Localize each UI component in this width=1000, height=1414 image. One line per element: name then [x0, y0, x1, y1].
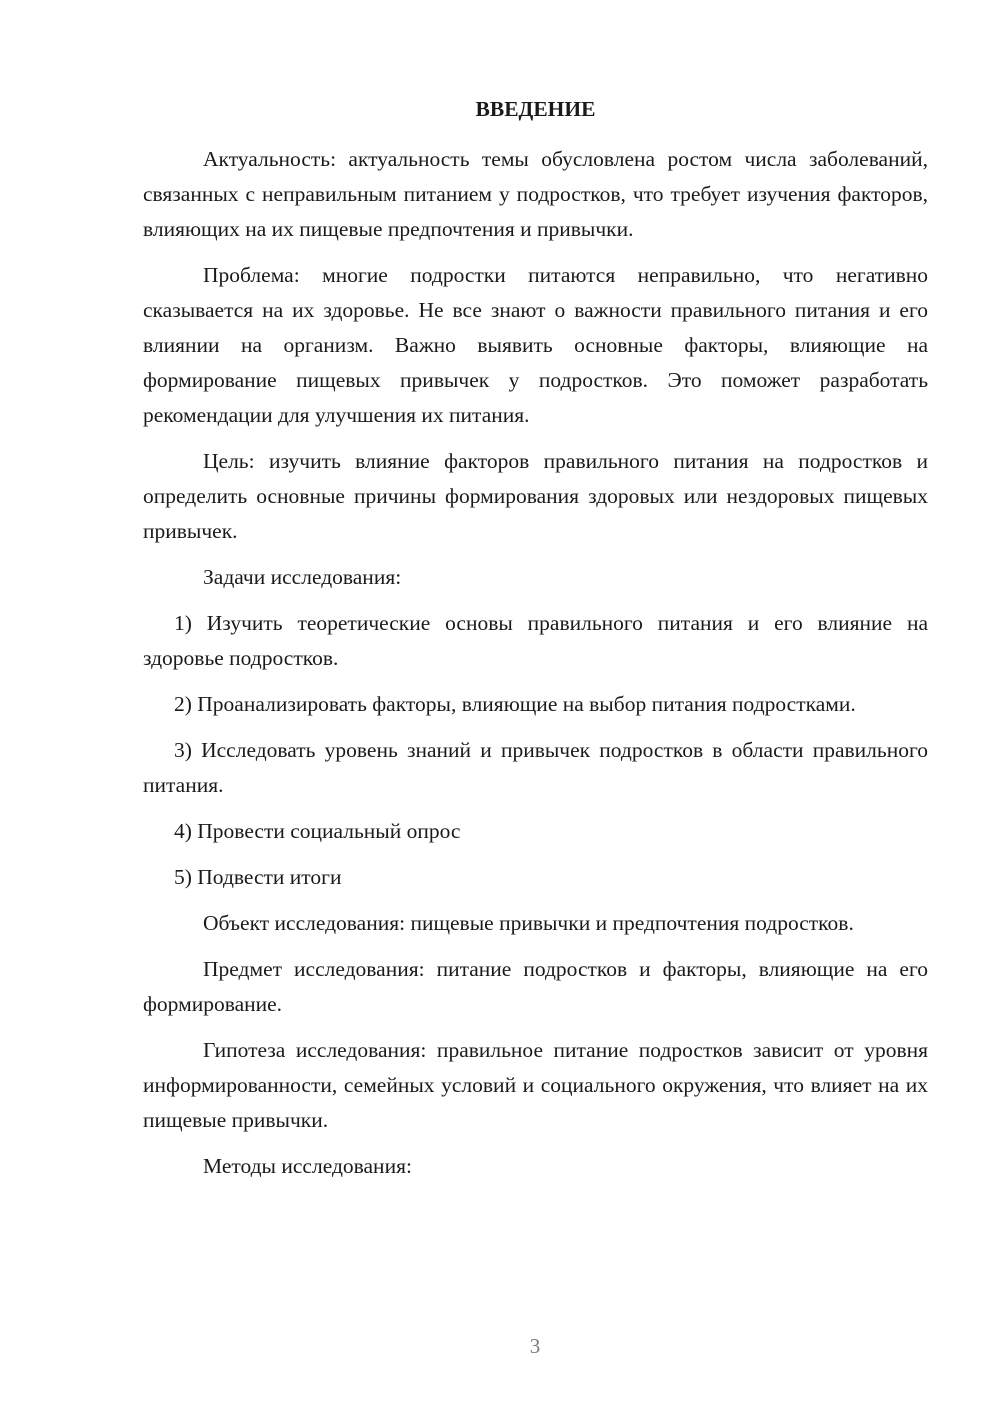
object-paragraph: Объект исследования: пищевые привычки и предпочтения подростков. — [203, 911, 854, 935]
task-item-5: 5) Подвести итоги — [174, 865, 342, 889]
problem-paragraph: Проблема: многие подростки питаются неправильно, что негативно сказывается на их здоровье. Не все знают о важности правильного питания и его влиянии на организм. Важно выявить основные факторы, влияющие на формирование пищевых привычек у подростков. Это поможет разработать рекомендации для улучшения их питания. — [143, 263, 928, 427]
page-content — [143, 92, 928, 1195]
task-item-4: 4) Провести социальный опрос — [174, 819, 461, 843]
goal-paragraph: Цель: изучить влияние факторов правильного питания на подростков и определить основные причины формирования здоровых или нездоровых пищевых привычек. — [143, 449, 928, 543]
task-item-3: 3) Исследовать уровень знаний и привычек подростков в области правильного питания. — [143, 738, 928, 797]
task-item-1: 1) Изучить теоретические основы правильного питания и его влияние на здоровье подростков. — [143, 611, 928, 670]
subject-paragraph: Предмет исследования: питание подростков и факторы, влияющие на его формирование. — [143, 957, 928, 1016]
task-item-2: 2) Проанализировать факторы, влияющие на выбор питания подростками. — [174, 692, 856, 716]
hypothesis-paragraph: Гипотеза исследования: правильное питание подростков зависит от уровня информированности, семейных условий и социального окружения, что влияет на их пищевые привычки. — [143, 1038, 928, 1132]
methods-heading: Методы исследования: — [203, 1154, 412, 1178]
page-number: 3 — [529, 1334, 541, 1358]
relevance-paragraph: Актуальность: актуальность темы обусловлена ростом числа заболеваний, связанных с неправильным питанием у подростков, что требует изучения факторов, влияющих на их пищевые предпочтения и привычки. — [143, 147, 928, 241]
page-title: ВВЕДЕНИЕ — [475, 97, 596, 121]
tasks-heading: Задачи исследования: — [203, 565, 402, 589]
